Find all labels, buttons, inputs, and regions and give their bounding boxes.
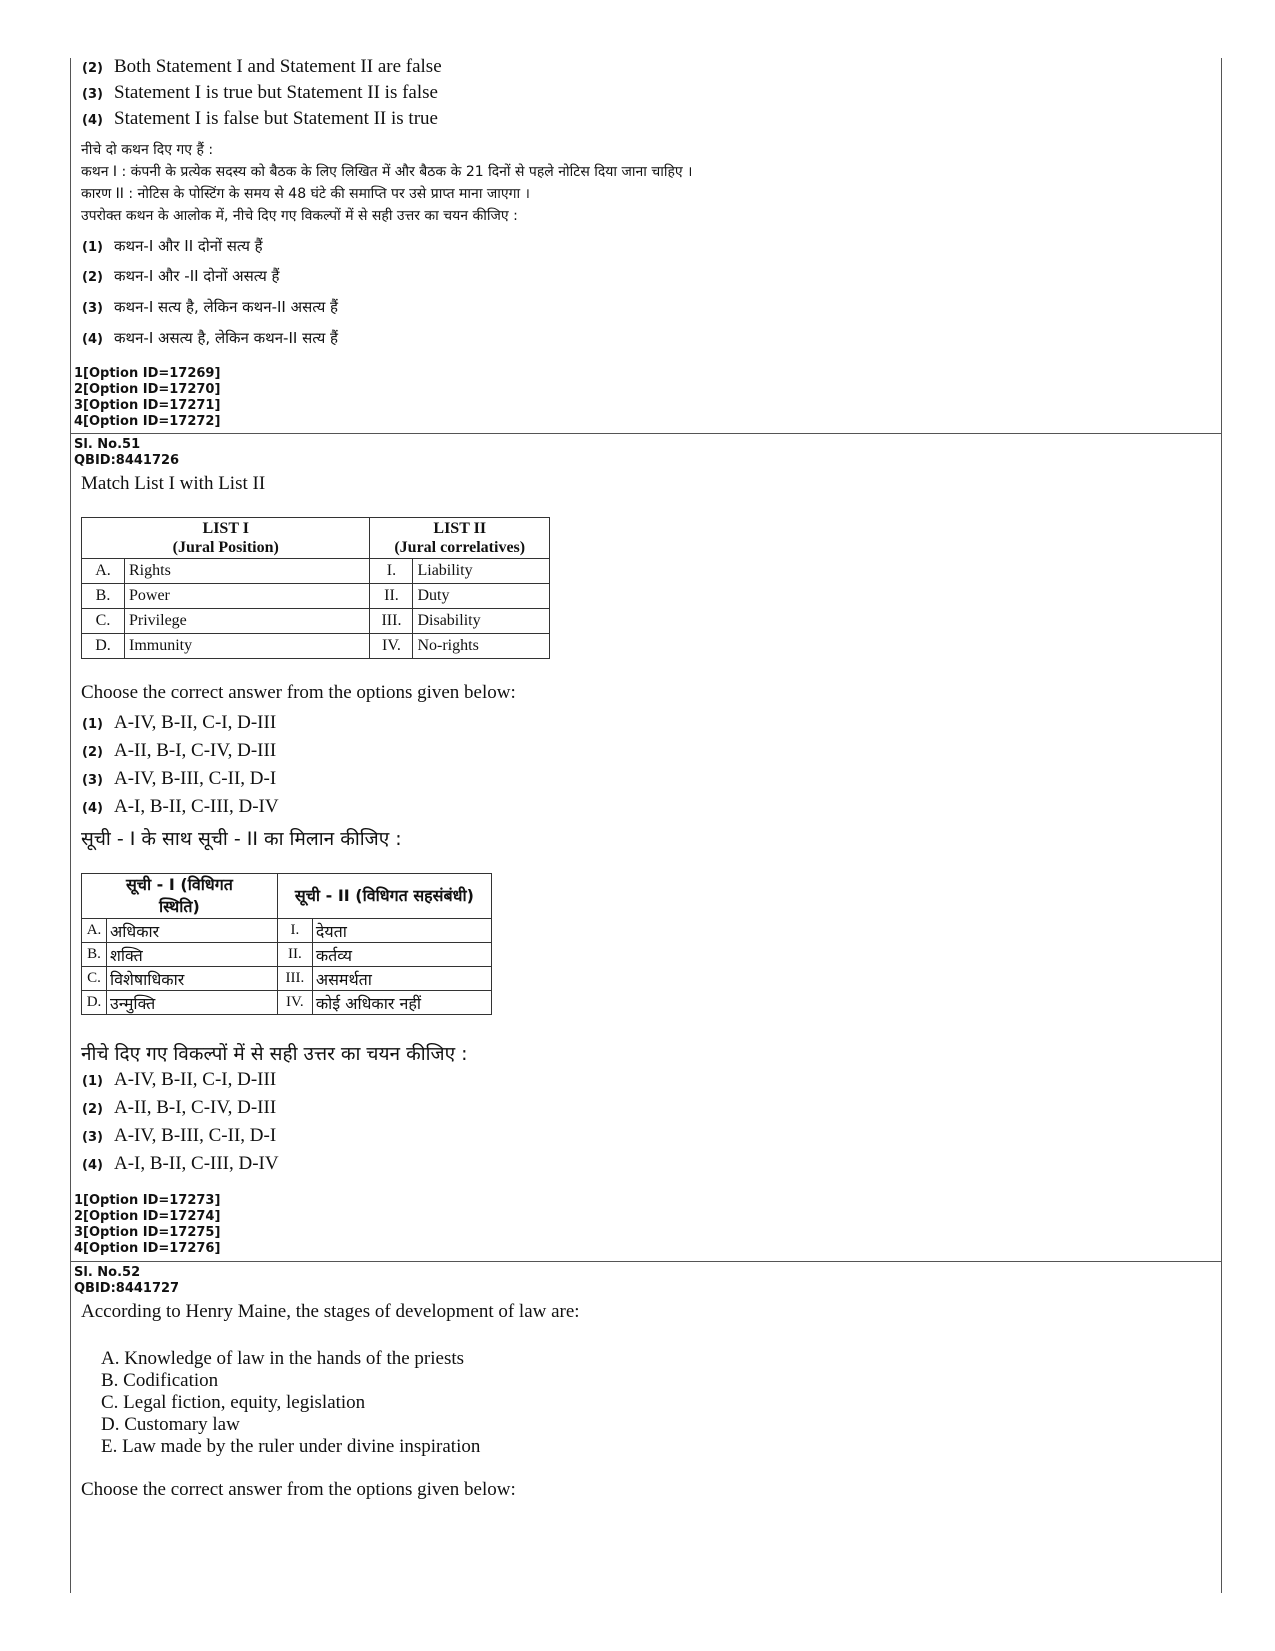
q51-option-en-3: (3) A-IV, B-III, C-II, D-I <box>82 768 277 789</box>
q50-option-en-4: (4) Statement I is false but Statement II is true <box>82 108 438 129</box>
q50-option-hi-1: (1) कथन-I और II दोनों सत्य हैं <box>82 237 263 255</box>
list-item: A. Knowledge of law in the hands of the priests <box>101 1348 465 1369</box>
q51-option-en-4: (4) A-I, B-II, C-III, D-IV <box>82 796 279 817</box>
q52-question: According to Henry Maine, the stages of development of law are: <box>81 1301 580 1322</box>
table-row: A. Rights I. Liability <box>82 559 550 584</box>
q51-option-hi-3: (3) A-IV, B-III, C-II, D-I <box>82 1125 277 1146</box>
q51-choose-hi: नीचे दिए गए विकल्पों में से सही उत्तर का चयन कीजिए : <box>81 1043 468 1065</box>
q50-hi-statement-1: कथन I : कंपनी के प्रत्येक सदस्य को बैठक के लिए लिखित में और बैठक के 21 दिनों से पहले नोटिस दिया जाना चाहिए । <box>81 164 693 180</box>
q52-header <box>74 1265 179 1297</box>
q50-option-hi-3: (3) कथन-I सत्य है, लेकिन कथन-II असत्य हैं <box>82 298 339 316</box>
q51-match-table-en: LIST I (Jural Position) LIST II (Jural correlatives) A. Rights I. Liability B. Power II. Duty C. Privilege III. Disability D. Immunity IV. No-rights <box>81 517 550 659</box>
q51-option-en-2: (2) A-II, B-I, C-IV, D-III <box>82 740 277 761</box>
q50-hi-instruction: उपरोक्त कथन के आलोक में, नीचे दिए गए विकल्पों में से सही उत्तर का चयन कीजिए : <box>81 208 518 224</box>
q50-hi-intro: नीचे दो कथन दिए गए हैं : <box>81 142 214 158</box>
table-row: C. विशेषाधिकार III. असमर्थता <box>82 967 492 991</box>
serial-number: Sl. No.51 <box>74 437 141 452</box>
q51-match-table-hi: सूची - I (विधिगत स्थिति) सूची - II (विधिगत सहसंबंधी) A. अधिकार I. देयता B. शक्ति II. कर्तव्य C. विशेषाधिकार III. असमर्थता D. उन्मुक्ति IV. कोई अधिकार नहीं <box>81 873 492 1015</box>
table-row: B. Power II. Duty <box>82 584 550 609</box>
serial-number: Sl. No.52 <box>74 1265 141 1280</box>
q51-title-en: Match List I with List II <box>81 473 266 494</box>
table-row: B. शक्ति II. कर्तव्य <box>82 943 492 967</box>
divider <box>70 1261 1221 1262</box>
q51-title-hi: सूची - I के साथ सूची - II का मिलान कीजिए : <box>81 828 402 850</box>
q50-option-en-3: (3) Statement I is true but Statement II is false <box>82 82 438 103</box>
q50-option-ids: 1[Option ID=17269] 2[Option ID=17270] 3[Option ID=17271] 4[Option ID=17272] <box>74 366 221 429</box>
q52-stages-list <box>101 1348 480 1458</box>
divider <box>70 433 1221 434</box>
q51-option-hi-1: (1) A-IV, B-II, C-I, D-III <box>82 1069 277 1090</box>
table-row: D. उन्मुक्ति IV. कोई अधिकार नहीं <box>82 991 492 1015</box>
list-item: B. Codification <box>101 1370 219 1391</box>
qbid: QBID:8441727 <box>74 1281 180 1296</box>
q51-option-hi-2: (2) A-II, B-I, C-IV, D-III <box>82 1097 277 1118</box>
q51-option-en-1: (1) A-IV, B-II, C-I, D-III <box>82 712 277 733</box>
q50-option-en-2: (2) Both Statement I and Statement II are false <box>82 56 442 77</box>
q51-choose-en: Choose the correct answer from the options given below: <box>81 682 516 703</box>
q50-hi-statement-2: कारण II : नोटिस के पोस्टिंग के समय से 48 घंटे की समाप्ति पर उसे प्राप्त माना जाएगा । <box>81 186 530 202</box>
q51-option-ids: 1[Option ID=17273] 2[Option ID=17274] 3[Option ID=17275] 4[Option ID=17276] <box>74 1193 221 1256</box>
list-item: C. Legal fiction, equity, legislation <box>101 1392 366 1413</box>
table-row: A. अधिकार I. देयता <box>82 919 492 943</box>
table-row: D. Immunity IV. No-rights <box>82 634 550 659</box>
table-row: C. Privilege III. Disability <box>82 609 550 634</box>
qbid: QBID:8441726 <box>74 453 180 468</box>
q51-option-hi-4: (4) A-I, B-II, C-III, D-IV <box>82 1153 279 1174</box>
list-item: E. Law made by the ruler under divine inspiration <box>101 1436 481 1457</box>
q50-option-hi-4: (4) कथन-I असत्य है, लेकिन कथन-II सत्य हैं <box>82 329 339 347</box>
list-item: D. Customary law <box>101 1414 240 1435</box>
q50-option-hi-2: (2) कथन-I और -II दोनों असत्य हैं <box>82 267 280 285</box>
q52-choose: Choose the correct answer from the options given below: <box>81 1479 516 1500</box>
q51-header <box>74 437 179 469</box>
